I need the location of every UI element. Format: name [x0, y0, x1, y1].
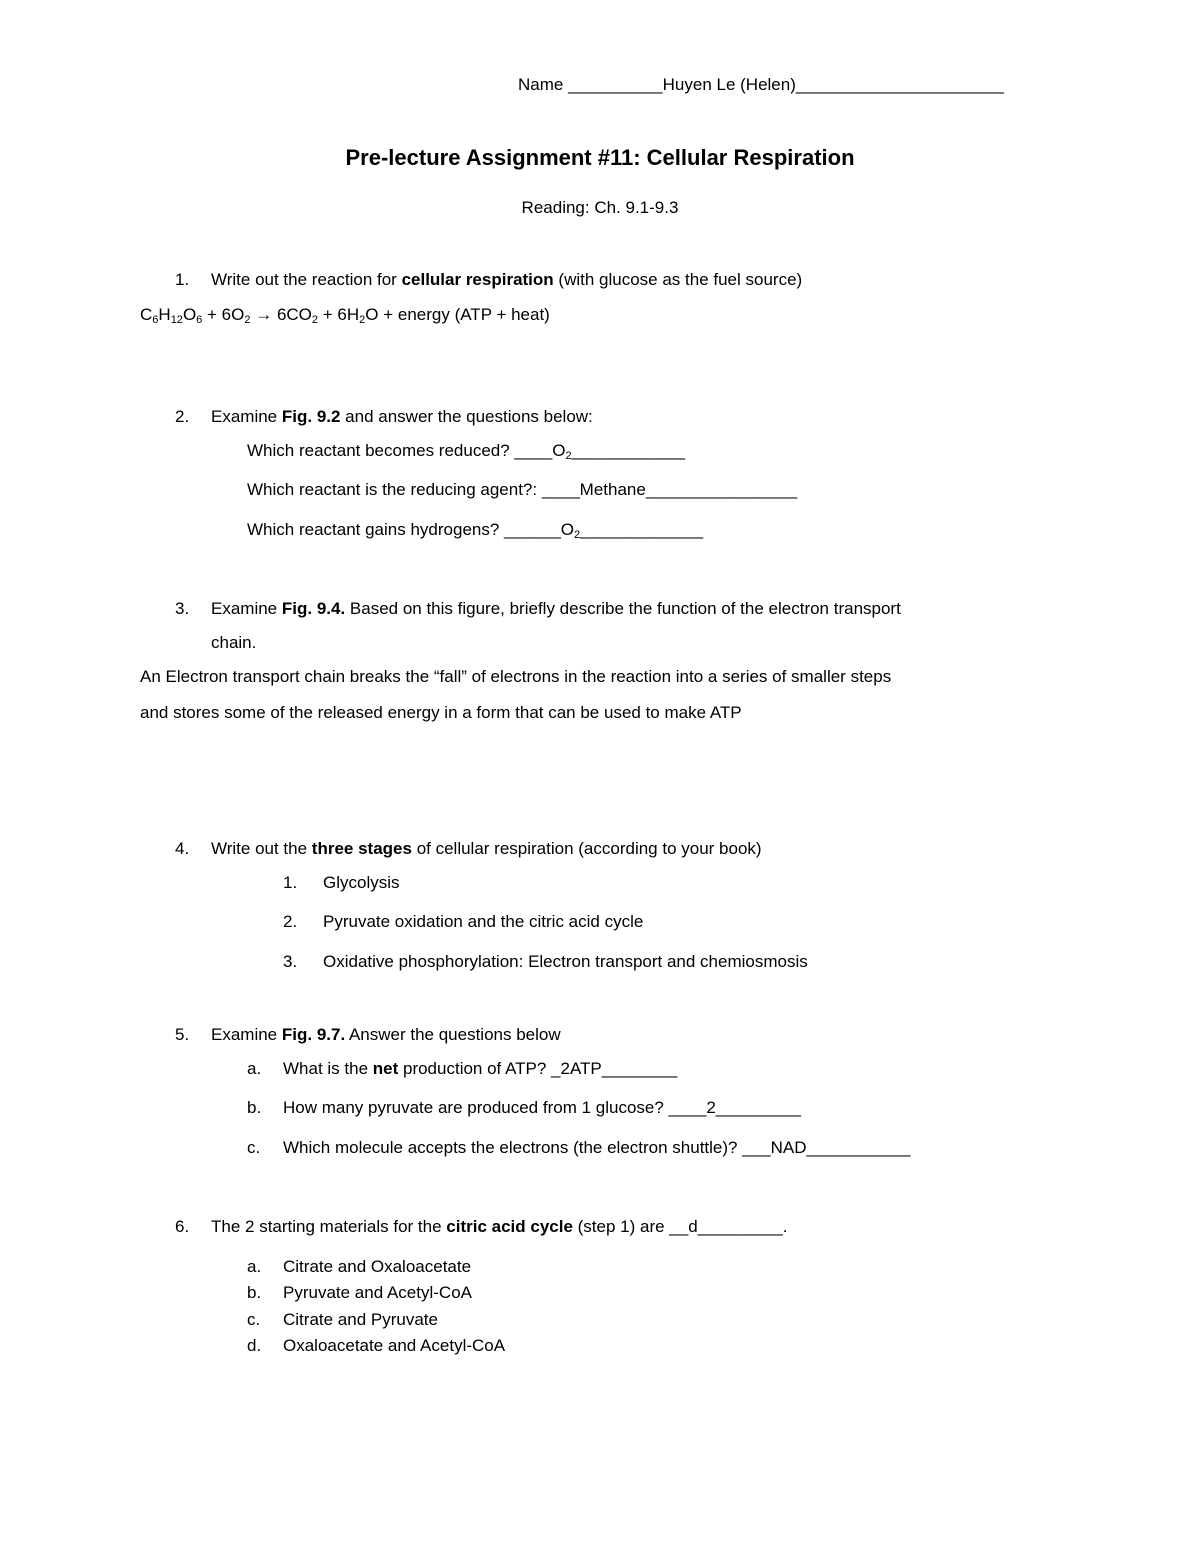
option-b: b. Pyruvate and Acetyl-CoA: [247, 1283, 472, 1302]
name-value: Huyen Le (Helen): [662, 75, 796, 94]
question-5-a: a. What is the net production of ATP? _2ATP________: [247, 1059, 678, 1078]
question-5-c: c. Which molecule accepts the electrons (the electron shuttle)? ___NAD___________: [247, 1138, 911, 1157]
question-6: 6. The 2 starting materials for the citric acid cycle (step 1) are __d_________.: [175, 1217, 788, 1236]
arrow-icon: →: [250, 305, 277, 324]
question-3-answer-line-2: and stores some of the released energy in a form that can be used to make ATP: [140, 703, 742, 722]
figure-reference: Fig. 9.2: [281, 407, 341, 426]
name-blank-before: __________: [568, 75, 663, 94]
question-2-item: Which reactant gains hydrogens? ______O2_____________: [247, 520, 704, 541]
question-5: 5. Examine Fig. 9.7. Answer the questions below: [175, 1025, 561, 1044]
keyword: cellular respiration: [401, 270, 554, 289]
stage-item: 3. Oxidative phosphorylation: Electron transport and chemiosmosis: [283, 952, 808, 971]
question-2-item: Which reactant is the reducing agent?: ____Methane________________: [247, 480, 798, 499]
question-2: 2. Examine Fig. 9.2 and answer the questions below:: [175, 407, 593, 426]
figure-reference: Fig. 9.4.: [281, 599, 346, 618]
option-d: d. Oxaloacetate and Acetyl-CoA: [247, 1336, 506, 1355]
keyword: three stages: [311, 839, 412, 858]
question-3-line-2: chain.: [211, 633, 257, 652]
question-number: 4.: [175, 839, 190, 858]
answer: Methane: [579, 480, 646, 499]
question-2-item: Which reactant becomes reduced? ____O2____________: [247, 441, 686, 462]
page-title: Pre-lecture Assignment #11: Cellular Respiration: [345, 145, 855, 170]
option-a: a. Citrate and Oxaloacetate: [247, 1257, 472, 1276]
name-blank-after: ______________________: [795, 75, 1004, 94]
question-number: 2.: [175, 407, 190, 426]
question-number: 6.: [175, 1217, 190, 1236]
question-number: 1.: [175, 270, 190, 289]
stage-item: 1. Glycolysis: [283, 873, 400, 892]
question-4: 4. Write out the three stages of cellular respiration (according to your book): [175, 839, 762, 858]
question-3-answer-line-1: An Electron transport chain breaks the “fall” of electrons in the reaction into a series of smaller steps: [140, 667, 892, 686]
question-1-answer: C6H12O6 + 6O2 → 6CO2 + 6H2O + energy (ATP + heat): [140, 305, 550, 326]
question-number: 5.: [175, 1025, 190, 1044]
question-3: 3. Examine Fig. 9.4. Based on this figure, briefly describe the function of the electron transport: [175, 599, 901, 618]
name-label: Name: [518, 75, 564, 94]
keyword: citric acid cycle: [446, 1217, 573, 1236]
stage-item: 2. Pyruvate oxidation and the citric acid cycle: [283, 912, 644, 931]
figure-reference: Fig. 9.7.: [281, 1025, 346, 1044]
question-number: 3.: [175, 599, 190, 618]
reading-line: Reading: Ch. 9.1-9.3: [521, 198, 679, 217]
name-line: [518, 74, 1004, 96]
question-1: 1. Write out the reaction for cellular respiration (with glucose as the fuel source): [175, 270, 803, 289]
answer: O: [552, 441, 566, 460]
option-c: c. Citrate and Pyruvate: [247, 1310, 438, 1329]
question-5-b: b. How many pyruvate are produced from 1 glucose? ____2_________: [247, 1098, 801, 1117]
answer: O: [560, 520, 575, 539]
